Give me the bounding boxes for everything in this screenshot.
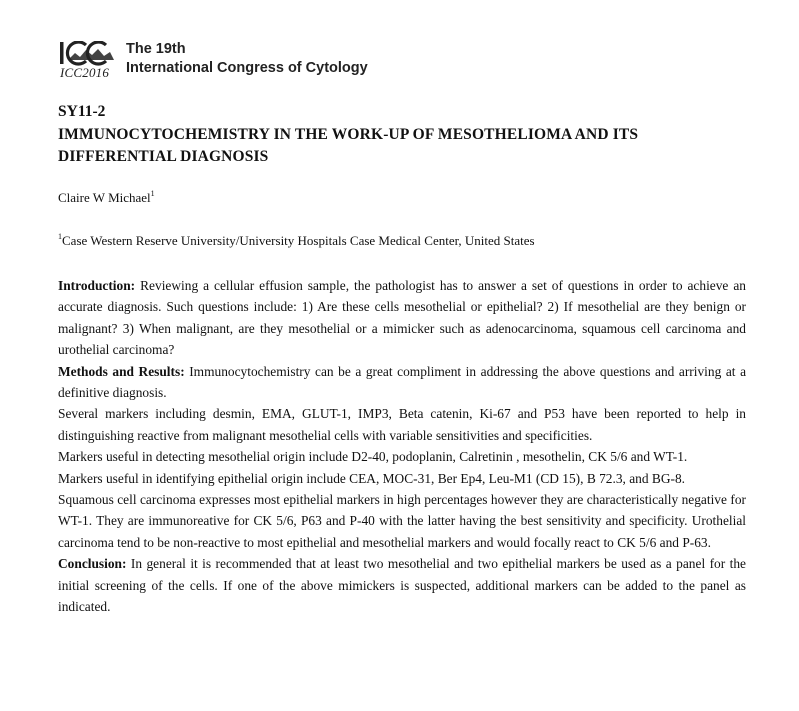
logo-year: ICC2016 — [60, 65, 110, 80]
paragraph-mesothelial-markers — [58, 446, 746, 467]
paragraph-text: Reviewing a cellular effusion sample, the pathologist has to answer a set of questions in order to achieve an accurate diagnosis. Such questions include: 1) Are these cells mesothelial or epithelial? 2) If mesothelial are they benign or malignant? 3) When malignant, are they mesothelial or a mimicker such as adenocarcinoma, squamous cell carcinoma and urothelial carcinoma? — [58, 278, 746, 358]
author-name: Claire W Michael — [58, 190, 151, 205]
paragraph-text: In general it is recommended that at least two mesothelial and two epithelial markers be used as a panel for the initial screening of the cells. If one of the above mimickers is suspected, additional markers can be added to the panel as indicated. — [58, 556, 746, 615]
abstract-title: IMMUNOCYTOCHEMISTRY IN THE WORK-UP OF MESOTHELIOMA AND ITS DIFFERENTIAL DIAGNOSIS — [58, 126, 639, 165]
section-label: Methods and Results: — [58, 363, 185, 379]
abstract-body — [58, 275, 746, 618]
paragraph-text: Markers useful in detecting mesothelial origin include D2-40, podoplanin, Calretinin , mesothelin, CK 5/6 and WT-1. — [58, 449, 688, 465]
author-line — [58, 190, 155, 206]
congress-number: The 19th — [126, 41, 186, 57]
congress-name: International Congress of Cytology — [126, 60, 368, 76]
abstract-code: SY11-2 — [58, 103, 106, 120]
affiliation-line — [58, 233, 535, 249]
paragraph-text: Markers useful in identifying epithelial origin include CEA, MOC-31, Ber Ep4, Leu-M1 (CD 15), B 72.3, and BG-8. — [58, 470, 686, 486]
affiliation-superscript: 1 — [58, 232, 62, 241]
paragraph-malignancy-markers — [58, 403, 746, 446]
affiliation-text: Case Western Reserve University/University Hospitals Case Medical Center, United States — [62, 233, 535, 248]
paragraph-conclusion — [58, 553, 746, 617]
paragraph-text: Immunocytochemistry can be a great compliment in addressing the above questions and arriving at a definitive diagnosis. — [58, 363, 747, 401]
paragraph-methods — [58, 361, 746, 404]
paragraph-text: Squamous cell carcinoma expresses most epithelial markers in high percentages however they are characteristically negative for WT-1. They are immunoreative for CK 5/6, P63 and P-40 with the latter having the best sensitivity and specificity. Urothelial carcinoma tend to be non-reactive to most epithelial and mesothelial markers and would focally react to CK 5/6 and P-63. — [58, 492, 746, 550]
paragraph-text: Several markers including desmin, EMA, GLUT-1, IMP3, Beta catenin, Ki-67 and P53 have been reported to help in distinguishing reactive from malignant mesothelial cells with variable sensitivities and specificities. — [58, 406, 746, 443]
paragraph-carcinoma — [58, 489, 746, 553]
paragraph-epithelial-markers — [58, 468, 746, 489]
paragraph-introduction — [58, 275, 746, 361]
section-label: Introduction: — [58, 278, 136, 293]
author-superscript: 1 — [150, 189, 155, 198]
congress-logo — [56, 41, 386, 83]
section-label: Conclusion: — [58, 556, 127, 572]
